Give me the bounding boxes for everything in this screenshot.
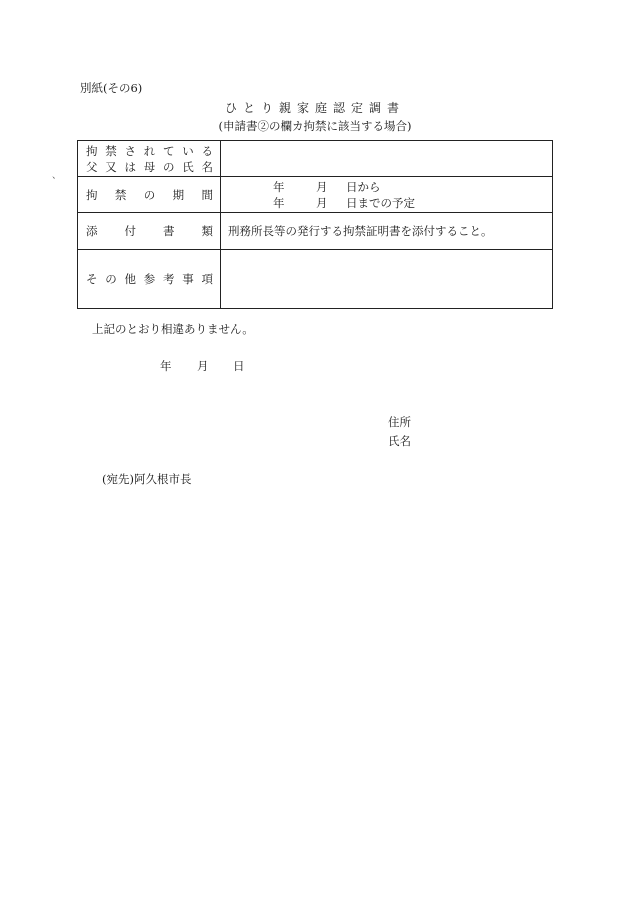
table-row-detained-parent: [78, 141, 553, 177]
document-reference: 別紙(その6): [80, 81, 143, 95]
date-year: 年: [160, 359, 172, 373]
field-attachments: 刑務所長等の発行する拘禁証明書を添付すること。: [221, 213, 553, 250]
date-day: 日: [233, 359, 245, 373]
field-other-notes[interactable]: [221, 250, 553, 309]
address-label: 住所: [388, 415, 411, 429]
label-detention-period: 拘 禁 の 期 間: [78, 177, 221, 213]
period-start-line: 年 月 日から: [273, 179, 381, 194]
table-row-other-notes: [78, 250, 553, 309]
document-title: ひとり親家庭認定調書: [224, 101, 405, 115]
period-end-line: 年 月 日までの予定: [273, 195, 415, 210]
addressee: (宛先)阿久根市長: [102, 472, 192, 486]
info-table: [77, 140, 553, 309]
table-row-attachments: [78, 213, 553, 250]
name-label: 氏名: [388, 434, 411, 448]
label-detained-parent-name: [78, 141, 221, 177]
field-detained-parent-name[interactable]: [221, 141, 553, 177]
date-month: 月: [197, 359, 209, 373]
label-other-notes: そ の 他 参 考 事 項: [78, 250, 221, 309]
label-line-2: 父 又 は 母 の 氏 名: [86, 159, 213, 174]
document-subtitle: (申請書②の欄カ拘禁に該当する場合): [218, 119, 412, 133]
label-line-1: 拘 禁 さ れ て い る: [86, 143, 213, 158]
table-row-detention-period: [78, 177, 553, 213]
declaration-text: 上記のとおり相違ありません。: [92, 322, 254, 336]
label-attachments: 添 付 書 類: [78, 213, 221, 250]
stray-mark: 、: [52, 171, 62, 181]
field-detention-period[interactable]: [221, 177, 553, 213]
